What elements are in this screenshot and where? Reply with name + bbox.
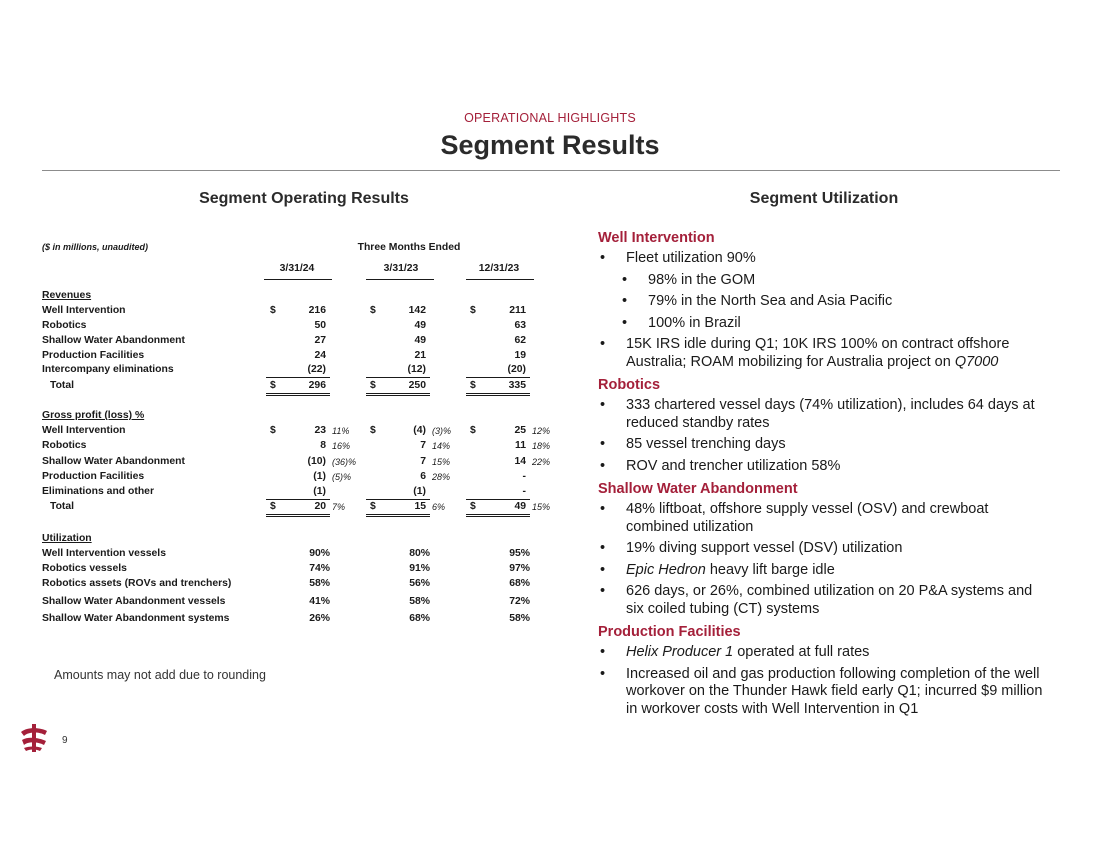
table-row-label: Well Intervention — [42, 425, 126, 436]
bullet-text: 15K IRS idle during Q1; 10K IRS 100% on contract offshore Australia; ROAM mobilizing for Australia project on — [626, 336, 1010, 370]
table-cell: 49 — [414, 335, 426, 346]
table-cell: (4) — [413, 425, 426, 436]
table-cell: 14 — [514, 456, 526, 467]
segment-utilization-list — [598, 228, 1050, 722]
table-row-label: Well Intervention vessels — [42, 548, 166, 559]
table-row-label: Robotics assets (ROVs and trenchers) — [42, 578, 232, 589]
subtotal-line — [466, 499, 530, 500]
table-cell: 24 — [314, 350, 326, 361]
table-row-label: Total — [50, 501, 75, 512]
table-cell: 296 — [308, 380, 326, 391]
table-cell: 50 — [314, 320, 326, 331]
total-double-line — [366, 516, 430, 517]
table-cell: 216 — [308, 305, 326, 316]
table-row-label: Eliminations and other — [42, 486, 154, 497]
table-cell: (22) — [307, 364, 326, 375]
bullet-item: • 333 chartered vessel days (74% utilization), includes 64 days at reduced standby rates — [598, 397, 1050, 432]
table-row-label: Well Intervention — [42, 305, 126, 316]
bullet-item — [598, 562, 1050, 580]
category-production-facilities: Production Facilities — [598, 624, 741, 640]
table-cell: 15 — [414, 501, 426, 512]
left-section-heading: Segment Operating Results — [199, 190, 409, 207]
currency-symbol: $ — [270, 501, 276, 512]
page-title: Segment Results — [440, 130, 660, 160]
table-cell: (20) — [507, 364, 526, 375]
table-cell: 27 — [314, 335, 326, 346]
table-row-label: Robotics — [42, 320, 87, 331]
table-cell: 68% — [509, 578, 530, 589]
table-cell: 6 — [420, 471, 426, 482]
currency-symbol: $ — [270, 380, 276, 391]
bullet-item: • Increased oil and gas production following completion of the well workover on the Thunder Hawk field early Q1; incurred $9 million in workover costs with Well Intervention in Q1 — [598, 666, 1050, 719]
table-cell: 49 — [414, 320, 426, 331]
table-cell: (10) — [307, 456, 326, 467]
bullet-item: • ROV and trencher utilization 58% — [598, 458, 1050, 476]
table-cell: 11 — [515, 440, 526, 451]
table-cell: 26% — [309, 613, 330, 624]
table-row-label: Total — [50, 380, 75, 391]
currency-symbol: $ — [270, 305, 276, 316]
sub-bullet-item: • 98% in the GOM — [598, 272, 1050, 290]
currency-symbol: $ — [370, 425, 376, 436]
table-cell: 7 — [420, 456, 426, 467]
table-cell: 250 — [408, 380, 426, 391]
table-cell: 74% — [309, 563, 330, 574]
total-double-line — [266, 395, 330, 396]
table-cell: 41% — [309, 596, 330, 607]
currency-symbol: $ — [470, 425, 476, 436]
margin-pct: 15% — [432, 457, 451, 467]
bullet-item: • 19% diving support vessel (DSV) utilization — [598, 540, 1050, 558]
subtotal-line — [466, 377, 530, 378]
rounding-footnote: Amounts may not add due to rounding — [54, 668, 266, 682]
margin-pct: (3)% — [432, 426, 452, 436]
table-row-label: Intercompany eliminations — [42, 364, 174, 375]
table-cell: - — [522, 486, 526, 497]
bullet-item: • 48% liftboat, offshore supply vessel (OSV) and crewboat combined utilization — [598, 501, 1050, 536]
revenues-heading: Revenues — [42, 290, 92, 301]
margin-pct: 22% — [532, 457, 551, 467]
margin-pct: 28% — [432, 472, 451, 482]
total-double-line — [366, 395, 430, 396]
header-underline — [264, 279, 332, 280]
table-cell: 80% — [409, 548, 430, 559]
table-cell: 211 — [509, 305, 526, 316]
header-underline — [366, 279, 434, 280]
sub-bullet-item: • 79% in the North Sea and Asia Pacific — [598, 293, 1050, 311]
table-cell: 335 — [508, 380, 526, 391]
table-cell: (1) — [313, 486, 326, 497]
bullet-item: • Fleet utilization 90% — [598, 250, 1050, 268]
table-cell: 90% — [309, 548, 330, 559]
total-double-line — [466, 514, 530, 515]
margin-pct: 18% — [532, 441, 551, 451]
total-double-line — [466, 395, 530, 396]
margin-pct: 16% — [332, 441, 351, 451]
table-cell: (1) — [313, 471, 326, 482]
table-cell: 91% — [409, 563, 430, 574]
total-double-line — [266, 516, 330, 517]
category-robotics: Robotics — [598, 377, 661, 393]
table-row-label: Shallow Water Abandonment — [42, 456, 185, 467]
table-cell: 58% — [509, 613, 530, 624]
bullet-text: operated at full rates — [733, 644, 870, 660]
bullet-item — [598, 644, 1050, 662]
vessel-name: Epic Hedron — [626, 561, 706, 578]
bullet-item: • 85 vessel trenching days — [598, 436, 1050, 454]
gross-profit-heading: Gross profit (loss) % — [42, 410, 145, 421]
table-cell: (12) — [407, 364, 426, 375]
category-well-intervention: Well Intervention — [598, 230, 715, 246]
currency-symbol: $ — [470, 501, 476, 512]
margin-pct: 11% — [332, 426, 350, 436]
table-cell: 72% — [509, 596, 530, 607]
total-double-line — [466, 516, 530, 517]
table-row-label: Production Facilities — [42, 471, 145, 482]
total-double-line — [366, 393, 430, 394]
helix-logo-icon — [18, 722, 50, 754]
section-kicker: OPERATIONAL HIGHLIGHTS — [464, 111, 636, 125]
margin-pct: 6% — [432, 502, 446, 512]
subtotal-line — [366, 377, 430, 378]
table-cell: 7 — [420, 440, 426, 451]
table-cell: 56% — [409, 578, 430, 589]
page-number: 9 — [62, 735, 68, 746]
table-cell: 58% — [409, 596, 430, 607]
title-divider — [42, 170, 1060, 171]
table-cell: (1) — [413, 486, 426, 497]
table-cell: 68% — [409, 613, 430, 624]
table-row-label: Production Facilities — [42, 350, 145, 361]
header-underline — [466, 279, 534, 280]
table-cell: 62 — [514, 335, 526, 346]
subtotal-line — [266, 377, 330, 378]
currency-symbol: $ — [370, 305, 376, 316]
column-header: 3/31/24 — [279, 263, 315, 274]
table-cell: 20 — [314, 501, 326, 512]
margin-pct: (5)% — [332, 472, 352, 482]
margin-pct: 7% — [332, 502, 346, 512]
table-cell: 23 — [314, 425, 326, 436]
table-row-label: Shallow Water Abandonment systems — [42, 613, 230, 624]
margin-pct: 12% — [532, 426, 551, 436]
table-row-label: Shallow Water Abandonment — [42, 335, 185, 346]
total-double-line — [266, 514, 330, 515]
column-header: 3/31/23 — [383, 263, 419, 274]
column-header: 12/31/23 — [478, 263, 520, 274]
table-cell: 142 — [408, 305, 426, 316]
margin-pct: 15% — [532, 502, 551, 512]
table-cell: 58% — [309, 578, 330, 589]
table-cell: - — [522, 471, 526, 482]
table-cell: 21 — [414, 350, 426, 361]
table-cell: 8 — [320, 440, 326, 451]
table-row-label: Shallow Water Abandonment vessels — [42, 596, 226, 607]
bullet-text: heavy lift barge idle — [705, 561, 835, 578]
total-double-line — [266, 393, 330, 394]
table-cell: 25 — [514, 425, 526, 436]
table-cell: 19 — [514, 350, 526, 361]
table-row-label: Robotics — [42, 440, 87, 451]
bullet-item — [598, 336, 1050, 371]
currency-symbol: $ — [470, 305, 476, 316]
subtotal-line — [366, 499, 430, 500]
table-cell: 95% — [509, 548, 530, 559]
table-row-label: Robotics vessels — [42, 563, 127, 574]
category-shallow-water-abandonment: Shallow Water Abandonment — [598, 481, 798, 497]
utilization-heading: Utilization — [42, 533, 92, 544]
currency-symbol: $ — [370, 501, 376, 512]
bullet-item: • 626 days, or 26%, combined utilization on 20 P&A systems and six coiled tubing (CT) systems — [598, 583, 1050, 618]
vessel-name: Q7000 — [954, 353, 999, 370]
right-section-heading: Segment Utilization — [749, 190, 899, 207]
margin-pct: 14% — [432, 441, 451, 451]
currency-symbol: $ — [370, 380, 376, 391]
margin-pct: (36)% — [332, 457, 357, 467]
table-cell: 63 — [514, 320, 526, 331]
currency-symbol: $ — [470, 380, 476, 391]
table-units-note: ($ in millions, unaudited) — [42, 242, 149, 252]
period-header: Three Months Ended — [357, 242, 461, 253]
currency-symbol: $ — [270, 425, 276, 436]
vessel-name: Helix Producer 1 — [626, 644, 734, 660]
sub-bullet-item: • 100% in Brazil — [598, 315, 1050, 333]
table-cell: 49 — [514, 501, 526, 512]
subtotal-line — [266, 499, 330, 500]
table-cell: 97% — [509, 563, 530, 574]
total-double-line — [366, 514, 430, 515]
total-double-line — [466, 393, 530, 394]
